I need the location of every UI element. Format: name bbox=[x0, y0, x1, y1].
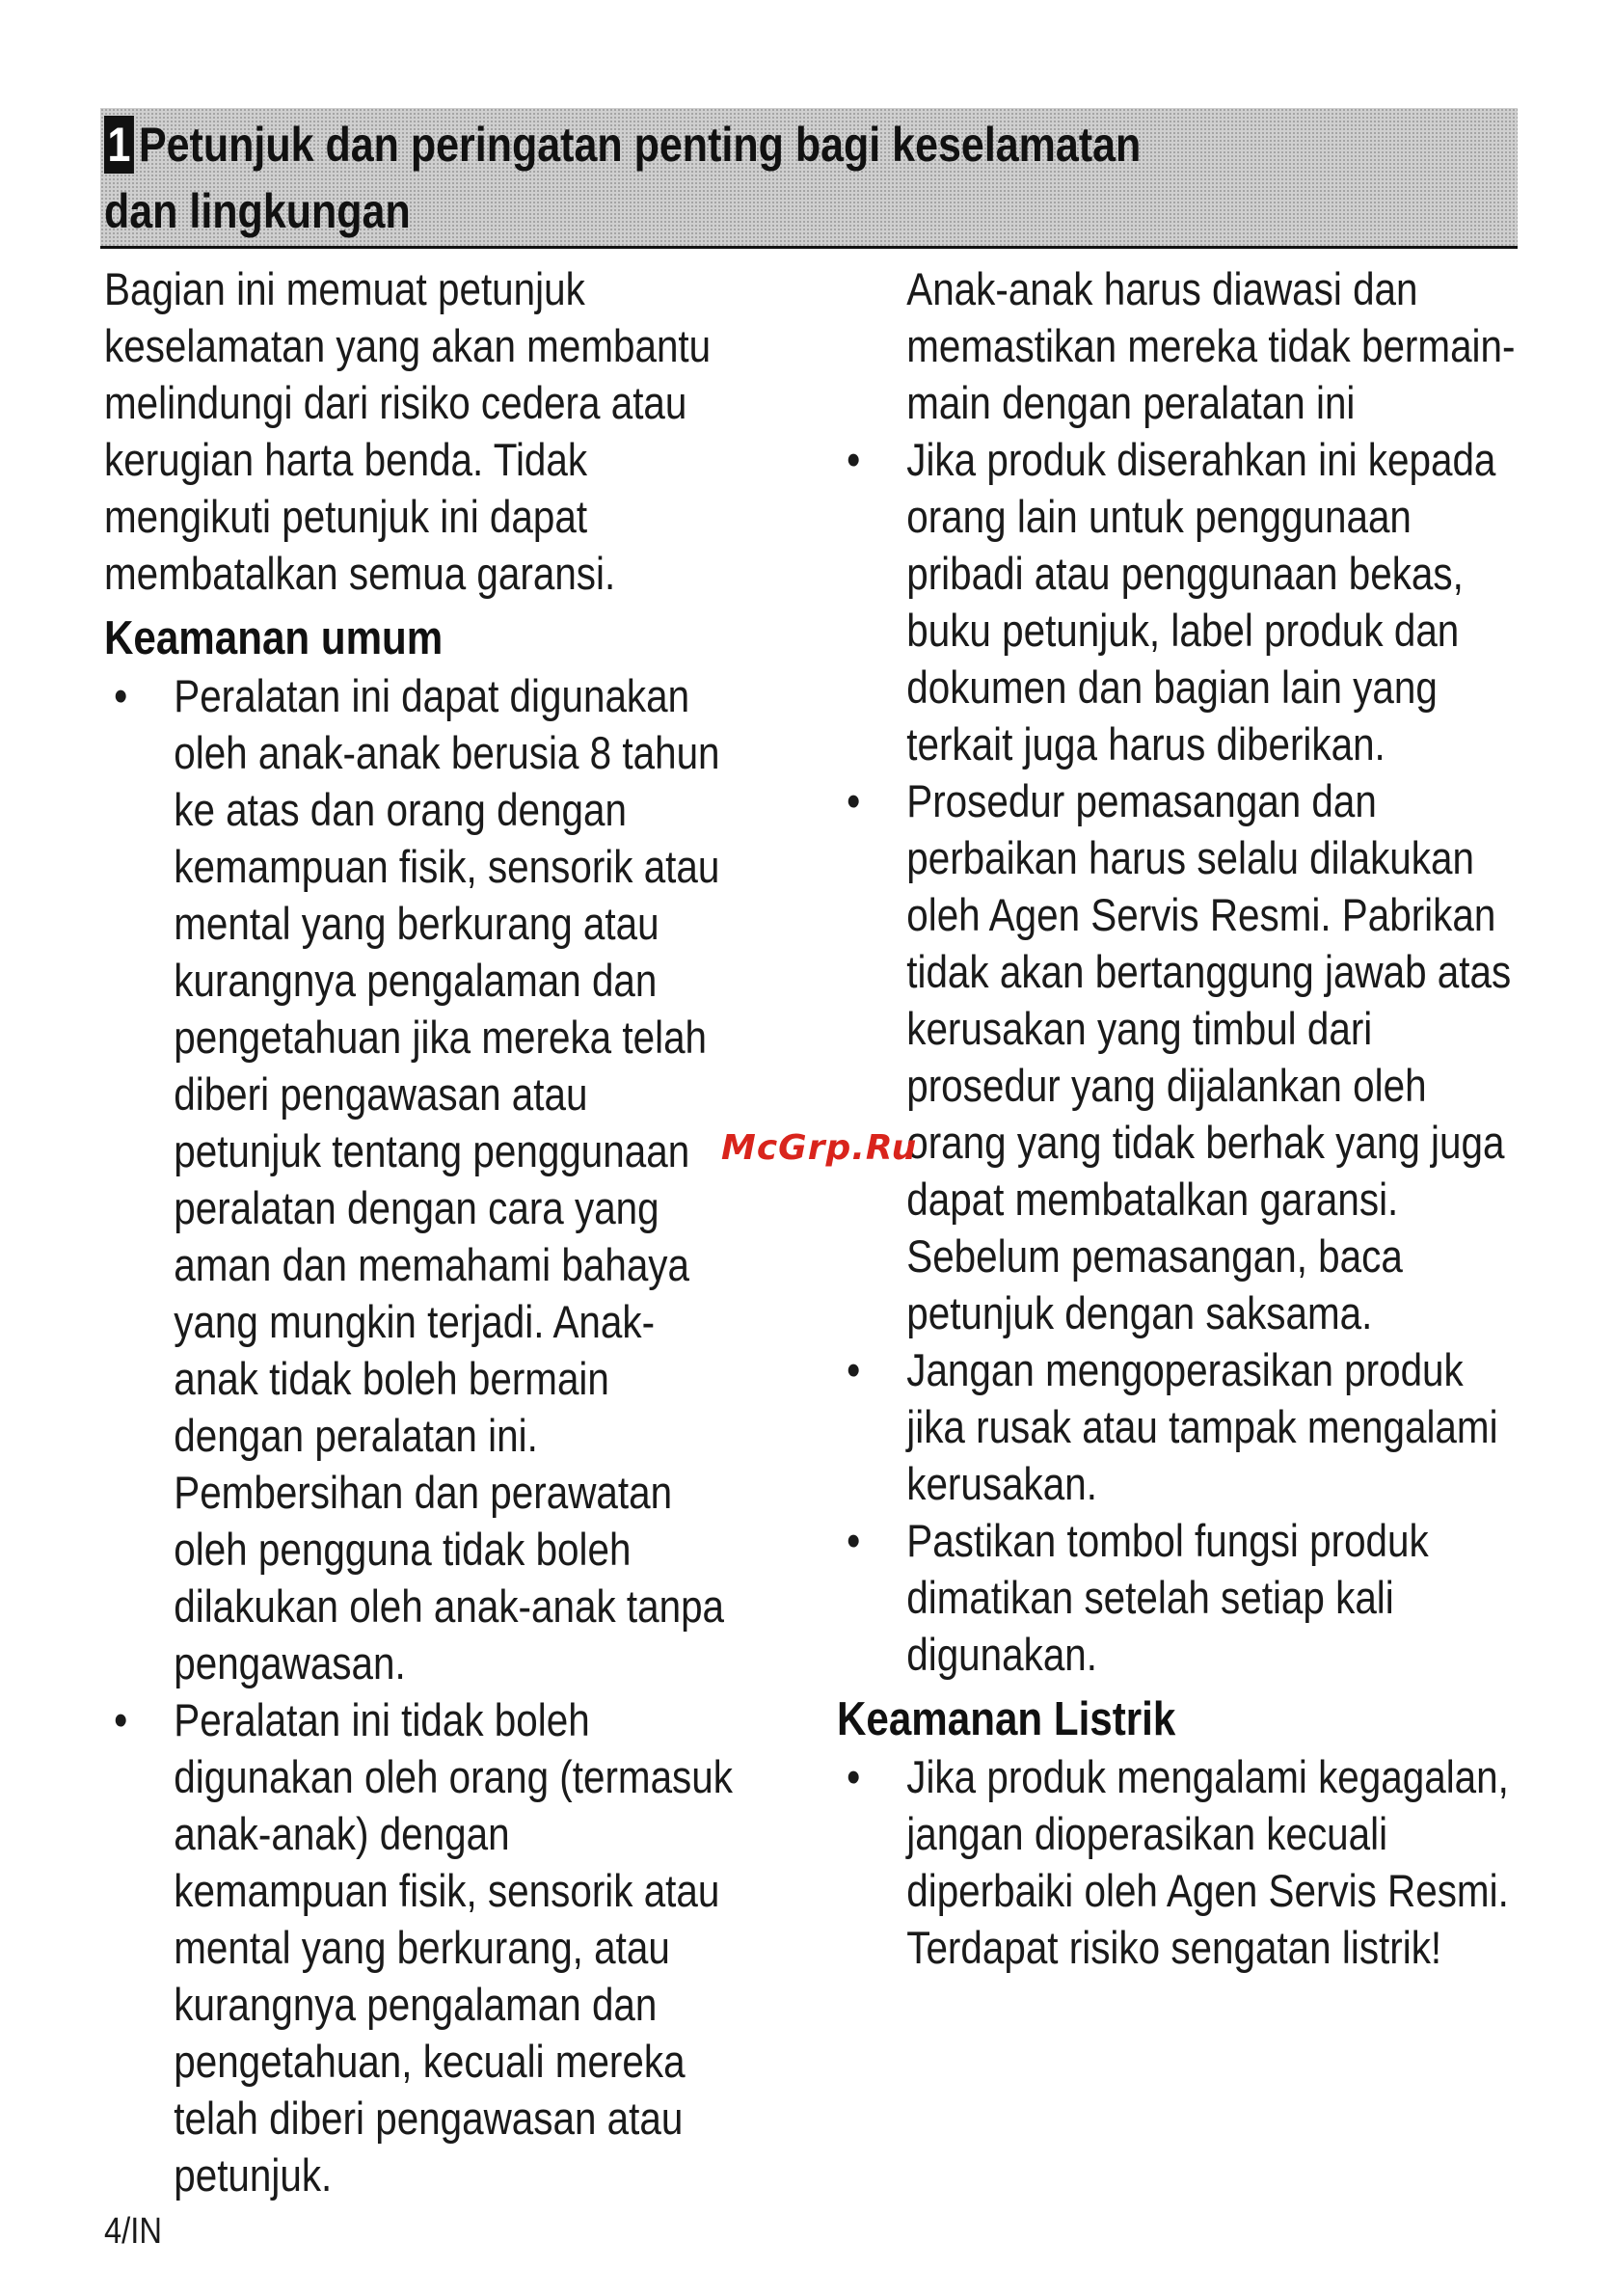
bullet-icon: • bbox=[847, 434, 861, 485]
general-safety-list-continued bbox=[837, 431, 1521, 1683]
section-title-text: Petunjuk dan peringatan penting bagi keselamatan dan lingkungan bbox=[104, 118, 1142, 238]
watermark: McGrp.Ru bbox=[721, 1128, 918, 1168]
general-safety-heading: Keamanan umum bbox=[104, 612, 444, 664]
electrical-safety-heading: Keamanan Listrik bbox=[837, 1693, 1176, 1745]
general-safety-list bbox=[104, 667, 735, 2203]
right-column bbox=[837, 260, 1521, 1976]
list-item bbox=[104, 1691, 735, 2203]
list-item-text: Jika produk diserahkan ini kepada orang lain untuk penggunaan pribadi atau penggunaan bekas, buku petunjuk, label produk dan dokumen dan bagian lain yang terkait juga harus diberikan. bbox=[906, 434, 1496, 770]
list-item bbox=[104, 667, 735, 1691]
intro-paragraph: Bagian ini memuat petunjuk keselamatan yang akan membantu melindungi dari risiko cedera atau kerugian harta benda. Tidak mengikuti petunjuk ini dapat membatalkan semua garansi. bbox=[104, 263, 712, 599]
bullet-icon: • bbox=[847, 1751, 861, 1802]
list-item bbox=[837, 1341, 1521, 1512]
list-item bbox=[837, 772, 1521, 1341]
list-item bbox=[837, 1512, 1521, 1683]
bullet-icon: • bbox=[114, 1694, 128, 1745]
chapter-number: 1 bbox=[104, 116, 134, 174]
section-title bbox=[104, 112, 1182, 245]
list-item-text: Jika produk mengalami kegagalan, jangan dioperasikan kecuali diperbaiki oleh Agen Servis Resmi. Terdapat risiko sengatan listrik! bbox=[906, 1751, 1509, 1973]
list-item bbox=[837, 431, 1521, 772]
list-item-continuation: Anak-anak harus diawasi dan memastikan mereka tidak bermain-main dengan peralatan ini bbox=[906, 263, 1516, 428]
list-item-text: Prosedur pemasangan dan perbaikan harus selalu dilakukan oleh Agen Servis Resmi. Pabrikan tidak akan bertanggung jawab atas kerusakan yang timbul dari prosedur yang dijalankan oleh orang yang tidak berhak yang juga dapat membatalkan garansi. Sebelum pemasangan, baca petunjuk dengan saksama. bbox=[906, 775, 1512, 1338]
list-item-text: Peralatan ini tidak boleh digunakan oleh orang (termasuk anak-anak) dengan kemampuan fisik, sensorik atau mental yang berkurang, atau kurangnya pengalaman dan pengetahuan, kecuali mereka telah diberi pengawasan atau petunjuk. bbox=[174, 1694, 733, 2201]
bullet-icon: • bbox=[847, 1515, 861, 1566]
list-item-text: Peralatan ini dapat digunakan oleh anak-anak berusia 8 tahun ke atas dan orang dengan kemampuan fisik, sensorik atau mental yang berkurang atau kurangnya pengalaman dan pengetahuan jika mereka telah diberi pengawasan atau petunjuk tentang penggunaan peralatan dengan cara yang aman dan memahami bahaya yang mungkin terjadi. Anak-anak tidak boleh bermain dengan peralatan ini. Pembersihan dan perawatan oleh pengguna tidak boleh dilakukan oleh anak-anak tanpa pengawasan. bbox=[174, 670, 725, 1688]
list-item bbox=[837, 1748, 1521, 1976]
page-number: 4/IN bbox=[104, 2211, 162, 2252]
electrical-safety-list bbox=[837, 1748, 1521, 1976]
left-column bbox=[104, 260, 735, 2203]
bullet-icon: • bbox=[114, 670, 128, 721]
bullet-icon: • bbox=[847, 1344, 861, 1395]
list-item-text: Pastikan tombol fungsi produk dimatikan setelah setiap kali digunakan. bbox=[906, 1515, 1429, 1680]
list-item-text: Jangan mengoperasikan produk jika rusak atau tampak mengalami kerusakan. bbox=[906, 1344, 1498, 1509]
bullet-icon: • bbox=[847, 775, 861, 826]
